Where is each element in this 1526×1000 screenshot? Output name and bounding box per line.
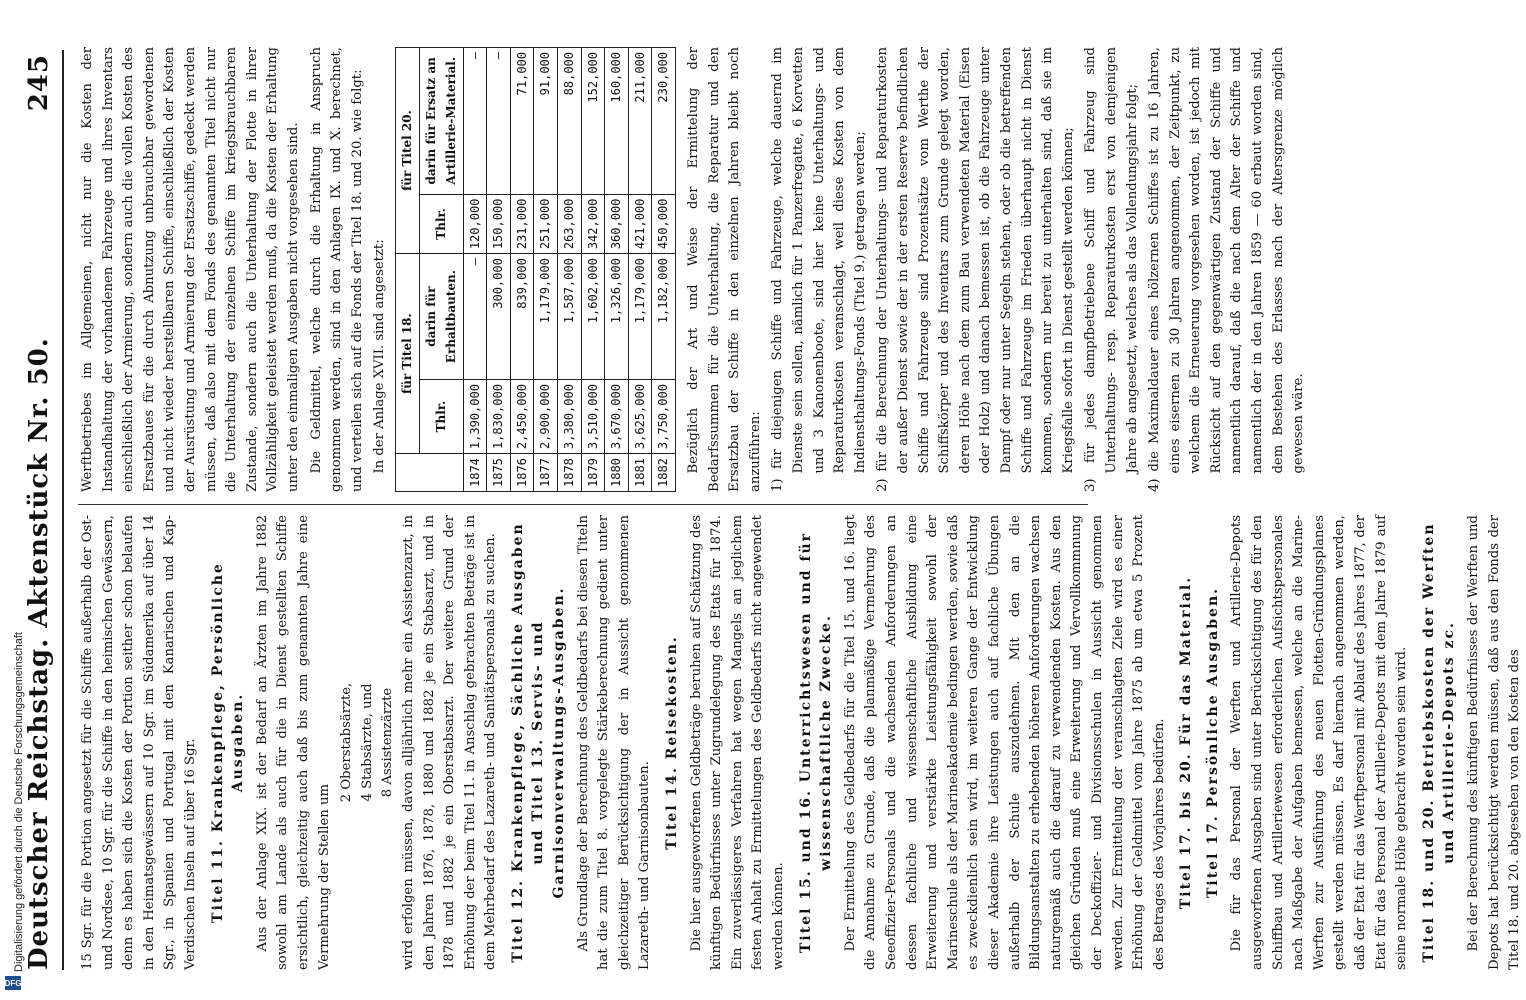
paragraph: Werftbetriebes im Allgemeinen, nicht nur die Kosten der Instandhaltung der vorhandenen Fahrzeuge und ihres Inventars einschließlich der Armierung, sondern auch die vollen Kosten des Ersatzbaues für die durch Abnutzung unbrauchbar gewordenen und nicht wieder herstellbaren Schiffe, einschließlich der Kosten der Ausrüstung und Armierung der Ersatzschiffe, gedeckt werden müssen, daß also mit dem Fonds des genannten Titel nicht nur die Unterhaltung der einzelnen Schiffe im kriegsbrauchbaren Zustande, sondern auch die Unterhaltung der Flotte in ihrer Vollzähligkeit geleistet werden muß, da die Kosten der Erhaltung unter den einmaligen Ausgaben nicht vorgesehen sind. xyxy=(80,47,301,492)
list-item: 4 Stabsärzte, und xyxy=(359,683,375,802)
titel-20-cell: 150,000 xyxy=(487,194,511,254)
titel-20-artillerie-cell: — xyxy=(463,48,487,195)
titel-18-erhaltbauten-cell: 300,000 xyxy=(487,254,511,380)
column-divider xyxy=(78,504,1088,505)
list-item: 8 Assistenzärzte xyxy=(380,687,396,798)
titel-20-artillerie-cell: 91,000 xyxy=(534,48,558,195)
unit-header: Thlr. xyxy=(419,194,463,254)
paragraph: In der Anlage XVII. sind angesetzt: xyxy=(372,239,388,474)
right-column xyxy=(78,47,1412,492)
paragraph: Die für das Personal der Werften und Artillerie-Depots ausgeworfenen Ausgaben sind unter Berücksichtigung des für den Schiffbau und Artilleriewesen erforderlichen Aufsichtspersonales nach Maßgabe der Aufgaben bemessen, welche an die Marine-Werften zur Ausführung des neuen Flotten-Gründungsplanes gestellt werden müssen. Es darf hiernach angenommen werden, daß der Etat für das Werftpersonal mit Ablauf des Jahres 1877, der Etat für das Personal der Artillerie-Depots mit dem Jahre 1879 auf seine normale Höhe gebracht worden sein wird. xyxy=(1229,515,1410,970)
paragraph: Der Ermittelung des Geldbedarfs für die Titel 15. und 16. liegt die Annahme zu Grunde, daß die planmäßige Vermehrung des Seeoffizier-Personals und die wachsenden Anforderungen an dessen fachliche und wissenschaftliche Ausbildung eine Erweiterung und verstärkte Leistungsfähigkeit sowohl der Marineschule als der Marineakademie bedingen werden, sowie daß es zweckdienlich sein wird, im weiteren Gange der Entwicklung dieser Akademie ihre Leistungen auch auf fachliche Übungen außerhalb der Schule auszudehnen. Mit den an die Bildungsanstalten zu erhebenden höheren Anforderungen wachsen naturgemäß auch die darauf zu verwendenden Kosten. Aus den gleichen Gründen muß eine Erweiterung und Vervollkommnung der Deckoffizier- und Divisionsschulen in Aussicht genommen werden. Zur Ermittelung der veranschlagten Ziele wird es einer Erhöhung der Geldmittel vom Jahre 1875 ab um etwa 5 Prozent des Betrages des Vorjahres bedürfen. xyxy=(842,515,1167,970)
titel-20-cell: 360,000 xyxy=(605,194,629,254)
section-heading: Titel 17. bis 20. Für das Material. xyxy=(1178,575,1195,910)
titel-18-cell: 1,390,000 xyxy=(463,380,487,454)
titel-20-cell: 421,000 xyxy=(628,194,652,254)
table-row xyxy=(628,48,652,492)
titel-20-artillerie-cell: 211,000 xyxy=(628,48,652,195)
titel-20-cell: 450,000 xyxy=(652,194,676,254)
titel-18-erhaltbauten-cell: — xyxy=(463,254,487,380)
page-number: 245 xyxy=(24,54,54,112)
titel-18-cell: 3,670,000 xyxy=(605,380,629,454)
titel-20-artillerie-cell: 71,000 xyxy=(510,48,534,195)
year-header xyxy=(395,454,463,492)
titel-18-erhaltbauten-cell: 1,182,000 xyxy=(652,254,676,380)
digitization-credit xyxy=(0,0,32,996)
year-cell: 1874 xyxy=(463,454,487,492)
section-heading: Titel 17. Persönliche Ausgaben. xyxy=(1204,586,1221,899)
section-heading: Titel 15. und 16. Unterrichtswesen und für wissenschaftliche Zwecke. xyxy=(797,531,835,954)
year-cell: 1882 xyxy=(652,454,676,492)
table-row xyxy=(534,48,558,492)
titel-18-cell: 3,510,000 xyxy=(581,380,605,454)
titel-20-cell: 231,000 xyxy=(510,194,534,254)
titel-20-artillerie-cell: 88,000 xyxy=(558,48,582,195)
section-heading: Titel 14. Reisekosten. xyxy=(664,635,681,850)
paragraph: Bezüglich der Art und Weise der Ermittelung der Bedarfssummen für die Unterhaltung, die Reparatur und den Ersatzbau der Schiffe in den einzelnen Jahren bleibt noch anzuführen: xyxy=(686,47,763,492)
titel-20-cell: 251,000 xyxy=(534,194,558,254)
section-heading: Titel 11. Krankenpflege, Persönliche Ausgaben. xyxy=(209,562,247,923)
titel-18-erhaltbauten-cell: 1,179,000 xyxy=(628,254,652,380)
year-cell: 1879 xyxy=(581,454,605,492)
titel-18-erhaltbauten-cell: 1,602,000 xyxy=(581,254,605,380)
subheader-erhaltbauten: darin für Erhaltbauten. xyxy=(419,254,463,380)
dfg-logo: DFG xyxy=(5,976,21,990)
year-cell: 1878 xyxy=(558,454,582,492)
paragraph: Die hier ausgeworfenen Geldbeträge beruhen auf Schätzung des künftigen Bedürfnisses unter Zugrundelegung des Etats für 1874. Ein zuverlässigeres Verfahren hat wegen Mangels an jeglichem festen Anhalt zu Ermittelungen des Geldbedarfs nicht angewendet werden können. xyxy=(688,515,786,970)
titel-20-cell: 263,000 xyxy=(558,194,582,254)
list-item: 1) für diejenigen Schiffe und Fahrzeuge, welche dauernd im Dienste sein sollen, nämlich für 1 Panzerfregatte, 6 Korvetten und 3 Kanonenboote, sind hier keine Unterhaltungs- und Reparaturkosten veranschlagt, weil diese Kosten von dem Indiensthaltungs-Fonds (Titel 9.) getragen werden; xyxy=(770,47,868,492)
titel-18-cell: 3,625,000 xyxy=(628,380,652,454)
credit-text: Digitalisierung gefördert durch die Deutsche Forschungsgemeinschaft xyxy=(13,632,25,972)
titel-20-artillerie-cell: — xyxy=(487,48,511,195)
year-cell: 1880 xyxy=(605,454,629,492)
unit-header: Thlr. xyxy=(419,380,463,454)
table-row xyxy=(487,48,511,492)
table-row xyxy=(463,48,487,492)
table-row xyxy=(581,48,605,492)
titel-20-cell: 120,000 xyxy=(463,194,487,254)
paragraph: Bei der Berechnung des künftigen Bedürfnisses der Werften und Depots hat berücksichtigt werden müssen, daß aus den Fonds der Titel 18. und 20. abgesehen von den Kosten des xyxy=(1466,515,1523,970)
table-header-titel-20: für Titel 20. xyxy=(395,48,419,254)
table-row xyxy=(558,48,582,492)
table-header-titel-18: für Titel 18. xyxy=(395,254,419,454)
titel-20-cell: 342,000 xyxy=(581,194,605,254)
titel-20-artillerie-cell: 230,000 xyxy=(652,48,676,195)
running-title: Deutscher Reichstag. Aktenstück Nr. 50. xyxy=(24,337,54,970)
titel-18-cell: 3,750,000 xyxy=(652,380,676,454)
titel-20-artillerie-cell: 152,000 xyxy=(581,48,605,195)
list-item: 2 Oberstabsärzte, xyxy=(339,682,355,803)
list-item: 4) die Maximaldauer eines hölzernen Schiffes ist zu 16 Jahren, eines eisernen zu 30 Jahren angenommen, der Zeitpunkt, zu welchem die Erneuerung vorgesehen worden, ist jedoch mit Rücksicht auf den gegenwärtigen Zustand der Schiffe und namentlich darauf, daß die nach dem Alter der Schiffe und namentlich der in den Jahren 1859 — 60 erbaut worden sind, dem Bestehen des Erlasses nach der Altersgrenze möglich gewesen wäre. xyxy=(1147,47,1307,492)
titel-18-erhaltbauten-cell: 1,179,000 xyxy=(534,254,558,380)
titel-18-cell: 2,450,000 xyxy=(510,380,534,454)
left-column xyxy=(78,515,1523,970)
table-row xyxy=(605,48,629,492)
section-heading: Titel 12. Krankenpflege, Sächliche Ausgaben und Titel 13. Servis- und Garnisonverwaltungs-Ausgaben. xyxy=(509,522,568,963)
titel-18-cell: 2,900,000 xyxy=(534,380,558,454)
table-row xyxy=(510,48,534,492)
section-heading: Titel 18. und 20. Betriebskosten der Werften und Artillerie-Depots zc. xyxy=(1420,522,1458,963)
cost-table xyxy=(395,47,676,492)
year-cell: 1875 xyxy=(487,454,511,492)
titel-18-erhaltbauten-cell: 1,587,000 xyxy=(558,254,582,380)
year-cell: 1876 xyxy=(510,454,534,492)
subheader-artillerie: darin für Ersatz an Artillerie-Material. xyxy=(419,48,463,195)
list-item: 3) für jedes dampfbetriebene Schiff und Fahrzeug sind Unterhaltungs- resp. Reparaturkosten erst von demjenigen Jahre ab angesetzt, welches als das Vollendungsjahr folgt; xyxy=(1083,47,1140,492)
year-cell: 1881 xyxy=(628,454,652,492)
list-item: 2) für die Berechnung der Unterhaltungs- und Reparaturkosten der außer Dienst sowie der in der ersten Reserve befindlichen Schiffe und Fahrzeuge sind Prozentsätze vom Werthe der Schiffskörper und des Inventars zum Grunde gelegt worden, deren Höhe nach dem zum Bau verwendeten Material (Eisen oder Holz) und danach bemessen ist, ob die Fahrzeuge unter Dampf oder nur unter Segeln stehen, oder ob die betreffenden Schiffe und Fahrzeuge im Frieden überhaupt nicht in Dienst kommen, sondern nur bereit zu unterhalten sind, daß sie im Kriegsfalle sofort in Dienst gestellt werden können; xyxy=(875,47,1076,492)
table-body xyxy=(463,48,675,492)
titel-18-erhaltbauten-cell: 839,000 xyxy=(510,254,534,380)
titel-18-cell: 1,830,000 xyxy=(487,380,511,454)
paragraph: wird erfolgen müssen, davon alljährlich mehr ein Assistenzarzt, in den Jahren 1876, 1878, 1880 und 1882 je ein Stabsarzt, und in 1878 und 1882 je ein Oberstabsarzt. Der weitere Grund der Erhöhung der beim Titel 11. in Anschlag gebrachten Beträge ist in dem Mehrbedarf des Lazareth- und Sanitätspersonals zu suchen. xyxy=(400,515,499,970)
year-cell: 1877 xyxy=(534,454,558,492)
paragraph: Als Grundlage der Berechnung des Geldbedarfs bei diesen Titeln hat die zum Titel 8. vorgelegte Stärkeberechnung gedient unter gleichzeitiger Berücksichtigung der in Aussicht genommenen Lazareth- und Garnisonbauten. xyxy=(575,515,653,970)
table-row xyxy=(652,48,676,492)
paragraph: 15 Sgr. für die Portion angesetzt für die Schiffe außerhalb der Ost- und Nordsee, 10 Sgr. für die Schiffe in den heimischen Gewässern, denn es haben sich die Kosten der Portion seither schon belaufen in den Heimatsgewässern auf 10 Sgr. im Südamerika auf über 14 Sgr., in Spanien und Portugal mit den Kanarischen und Kap-Verdischen Inseln auf über 16 Sgr. xyxy=(80,515,198,970)
titel-20-artillerie-cell: 160,000 xyxy=(605,48,629,195)
paragraph: Aus der Anlage XIX. ist der Bedarf an Ärzten im Jahre 1882 sowohl am Lande als auch für die in Dienst gestellten Schiffe ersichtlich, gleichzeitig auch daß bis zum genannten Jahre eine Vermehrung der Stellen um xyxy=(254,515,332,970)
titel-18-cell: 3,380,000 xyxy=(558,380,582,454)
titel-18-erhaltbauten-cell: 1,326,000 xyxy=(605,254,629,380)
paragraph: Die Geldmittel, welche durch die Erhaltung in Anspruch genommen werden, sind in den Anlagen IX. und X. berechnet, und verteilen sich auf die Fonds der Titel 18. und 20. wie folgt: xyxy=(308,47,365,492)
